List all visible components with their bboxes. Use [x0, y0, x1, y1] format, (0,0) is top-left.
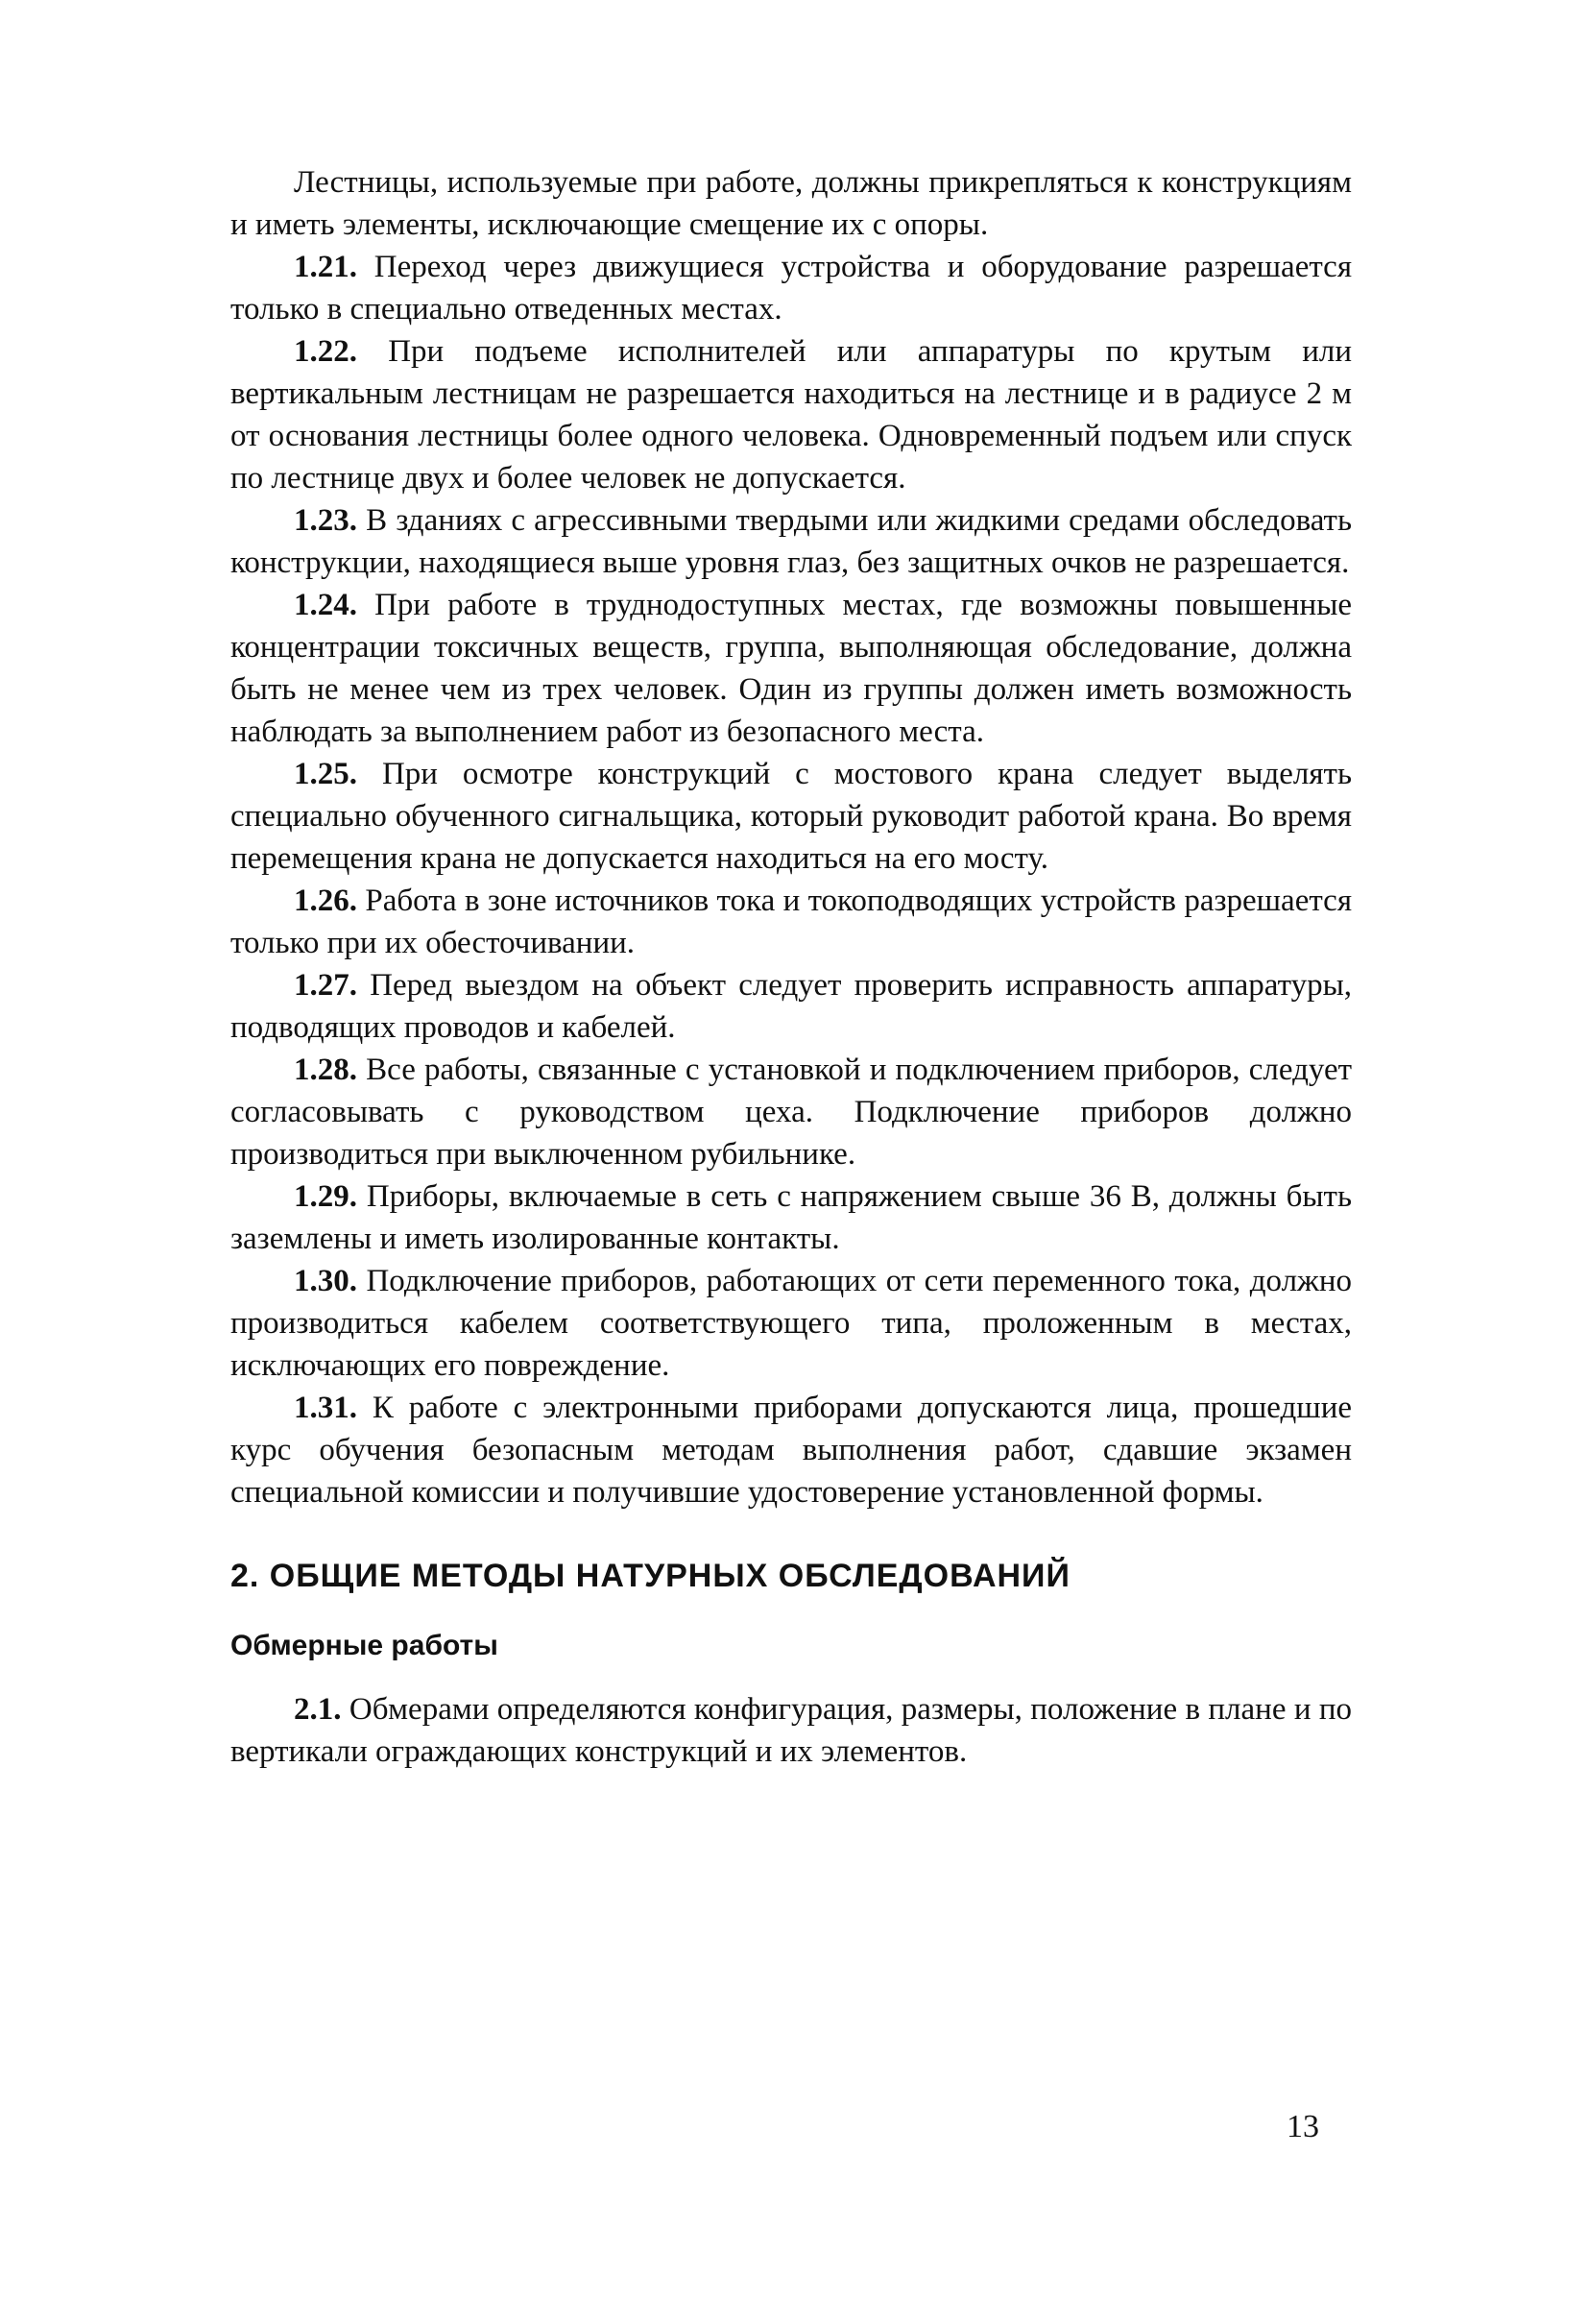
clause-number: 1.29. — [294, 1179, 357, 1214]
clause-1-28 — [230, 1049, 1352, 1175]
clause-1-30 — [230, 1260, 1352, 1387]
clause-text: Перед выездом на объект следует проверить исправность аппаратуры, подводящих проводов и кабелей. — [230, 968, 1352, 1045]
clause-text: Обмерами определяются конфигурация, размеры, положение в плане и по вертикали ограждающих конструкций и их элементов. — [230, 1692, 1352, 1769]
clause-text: Работа в зоне источников тока и токоподводящих устройств разрешается только при их обесточивании. — [230, 884, 1352, 960]
clause-text: При осмотре конструкций с мостового крана следует выделять специально обученного сигнальщика, который руководит работой крана. Во время перемещения крана не допускается находиться на его мосту. — [230, 757, 1353, 876]
clause-number: 1.30. — [294, 1264, 357, 1298]
clause-number: 1.25. — [294, 757, 357, 791]
clause-1-29 — [230, 1175, 1352, 1260]
clause-2-1 — [230, 1688, 1352, 1773]
page-number: 13 — [1287, 2109, 1319, 2144]
section-subheading: Обмерные работы — [230, 1630, 498, 1661]
page-body — [230, 161, 1352, 1773]
clause-number: 2.1. — [294, 1692, 342, 1727]
clause-text: К работе с электронными приборами допускаются лица, прошедшие курс обучения безопасным методам выполнения работ, сдавшие экзамен специальной комиссии и получившие удостоверение установленной формы. — [230, 1391, 1352, 1510]
clause-text: При подъеме исполнителей или аппаратуры по крутым или вертикальным лестницам не разрешается находиться на лестнице и в радиусе 2 м от основания лестницы более одного человека. Одновременный подъем или спуск по лестнице двух и более человек не допускается. — [230, 334, 1353, 496]
section-heading: 2. ОБЩИЕ МЕТОДЫ НАТУРНЫХ ОБСЛЕДОВАНИЙ — [230, 1558, 1071, 1594]
clause-1-24 — [230, 584, 1352, 753]
clause-text: Приборы, включаемые в сеть с напряжением свыше 36 В, должны быть заземлены и иметь изолированные контакты. — [230, 1179, 1353, 1256]
clause-1-25 — [230, 753, 1352, 880]
clause-number: 1.27. — [294, 968, 357, 1003]
clause-text: При работе в труднодоступных местах, где возможны повышенные концентрации токсичных веществ, группа, выполняющая обследование, должна быть не менее чем из трех человек. Один из группы должен иметь возможность наблюдать за выполнением работ из безопасного места. — [230, 588, 1353, 749]
clause-1-23 — [230, 499, 1352, 584]
clause-text: Переход через движущиеся устройства и оборудование разрешается только в специально отведенных местах. — [230, 250, 1353, 327]
clause-1-21 — [230, 246, 1352, 330]
clause-number: 1.23. — [294, 503, 357, 538]
clause-1-22 — [230, 330, 1352, 499]
intro-paragraph: Лестницы, используемые при работе, должны прикрепляться к конструкциям и иметь элементы, исключающие смещение их с опоры. — [230, 165, 1352, 242]
clause-number: 1.28. — [294, 1053, 357, 1087]
clause-1-27 — [230, 964, 1352, 1049]
clause-number: 1.24. — [294, 588, 357, 622]
clause-number: 1.22. — [294, 334, 357, 369]
clause-number: 1.21. — [294, 250, 357, 284]
clause-number: 1.31. — [294, 1391, 357, 1425]
clause-number: 1.26. — [294, 884, 357, 918]
clause-1-26 — [230, 880, 1352, 964]
clause-text: В зданиях с агрессивными твердыми или жидкими средами обследовать конструкции, находящиеся выше уровня глаз, без защитных очков не разрешается. — [230, 503, 1353, 580]
clause-text: Подключение приборов, работающих от сети переменного тока, должно производиться кабелем соответствующего типа, проложенным в местах, исключающих его повреждение. — [230, 1264, 1352, 1383]
clause-1-31 — [230, 1387, 1352, 1513]
clause-text: Все работы, связанные с установкой и подключением приборов, следует согласовывать с руководством цеха. Подключение приборов должно производиться при выключенном рубильнике. — [230, 1053, 1353, 1172]
